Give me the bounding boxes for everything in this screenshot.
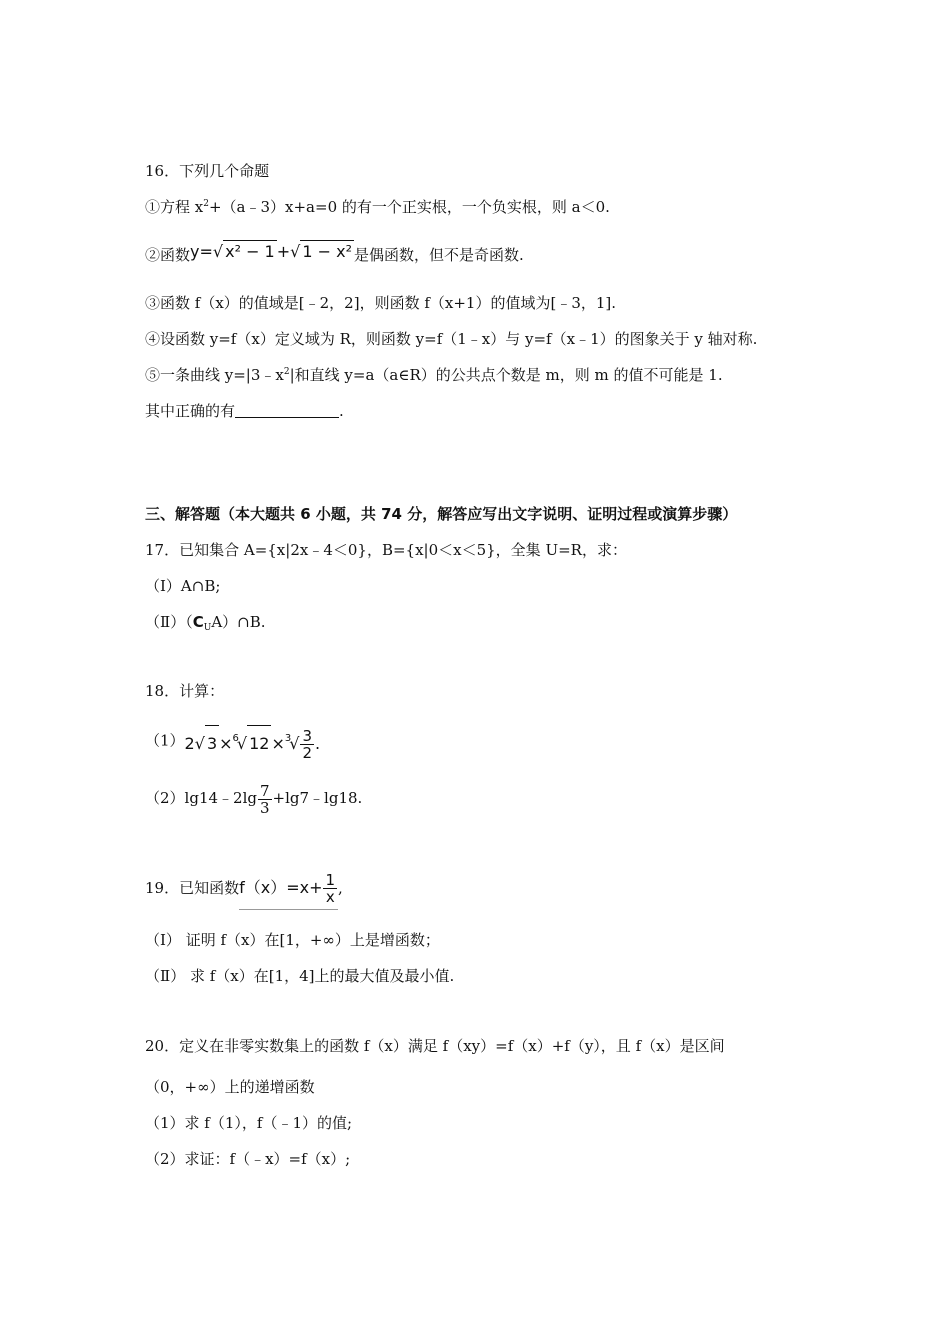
- q16-proposition-4: ④设函数 y=f（x）定义域为 R，则函数 y=f（1﹣x）与 y=f（x﹣1）的图象关于 y 轴对称.: [145, 330, 758, 348]
- answer-blank[interactable]: [235, 403, 339, 418]
- sqrt-icon: √: [194, 734, 205, 753]
- sqrt-icon: √: [289, 734, 300, 753]
- q19-part-1: （Ⅰ） 证明 f（x）在[1，+∞）上是增函数；: [145, 931, 440, 949]
- q16-proposition-1: ①方程 $x^2+(a﹣3)x+a=0$ 的有一个正实根，一个负实根，则 a＜0.: [145, 198, 610, 216]
- q16-proposition-3: ③函数 f（x）的值域是[﹣2，2]，则函数 f（x+1）的值域为[﹣3，1].: [145, 294, 617, 312]
- sqrt-icon: √: [236, 734, 248, 753]
- q17-part-2: $(Ⅱ)(C_UA)\cap B$.: [145, 613, 266, 633]
- section-3-heading: 三、解答题（本大题共 6 小题，共 74 分，解答应写出文字说明、证明过程或演算步骤）: [145, 505, 738, 523]
- q20-stem-continued: （0，+∞）上的递增函数: [145, 1078, 315, 1096]
- function-formula: f（x）=x+ $\frac{1}{x}$: [239, 868, 338, 910]
- q16-answer-line: 其中正确的有 .: [145, 402, 344, 420]
- q16-proposition-2: ②函数y=√ x² − 1 +√ 1 − x² 是偶函数，但不是奇函数.: [145, 242, 524, 264]
- q19-part-2: （Ⅱ） 求 f（x）在[1，4]上的最大值及最小值.: [145, 967, 455, 985]
- q20-stem: 20．定义在非零实数集上的函数 f（x）满足 f（xy）=f（x）+f（y），且 f（x）是区间: [145, 1037, 725, 1055]
- q18-stem: 18．计算：: [145, 682, 225, 700]
- sqrt-icon: √: [290, 242, 301, 261]
- q20-part-2: （2）求证：f（﹣x）=f（x）;: [145, 1150, 351, 1168]
- q18-part-2: （2）lg14﹣2lg $\frac{7}{3}$ +lg7﹣lg18.: [145, 781, 363, 817]
- q16-proposition-5: ⑤一条曲线 $y=|3﹣x^2|$和直线 y=a（a∈R）的公共点个数是 m，则 m 的值不可能是 1.: [145, 366, 723, 384]
- q17-part-1: （Ⅰ）A∩B;: [145, 577, 221, 595]
- q16-title: 16．下列几个命题: [145, 162, 270, 180]
- sqrt-icon: √: [212, 242, 224, 261]
- q18-part-1: （1）2√ 3 ×$^6$√ 12 ×$^3$√ $\frac{3}{2}$ .: [145, 721, 320, 762]
- radical-product-formula: 2√ 3 ×$^6$√ 12 ×$^3$√ $\frac{3}{2}$ .: [184, 727, 321, 762]
- q20-part-1: （1）求 f（1），f（﹣1）的值;: [145, 1114, 353, 1132]
- q17-stem: 17．已知集合 A={x|2x﹣4＜0}，B={x|0＜x＜5}，全集 U=R，求：: [145, 541, 627, 559]
- even-function-formula: y=√ x² − 1 +√ 1 − x²: [190, 242, 352, 261]
- q19-stem: 19．已知函数f（x）=x+ $\frac{1}{x}$ ,: [145, 868, 343, 910]
